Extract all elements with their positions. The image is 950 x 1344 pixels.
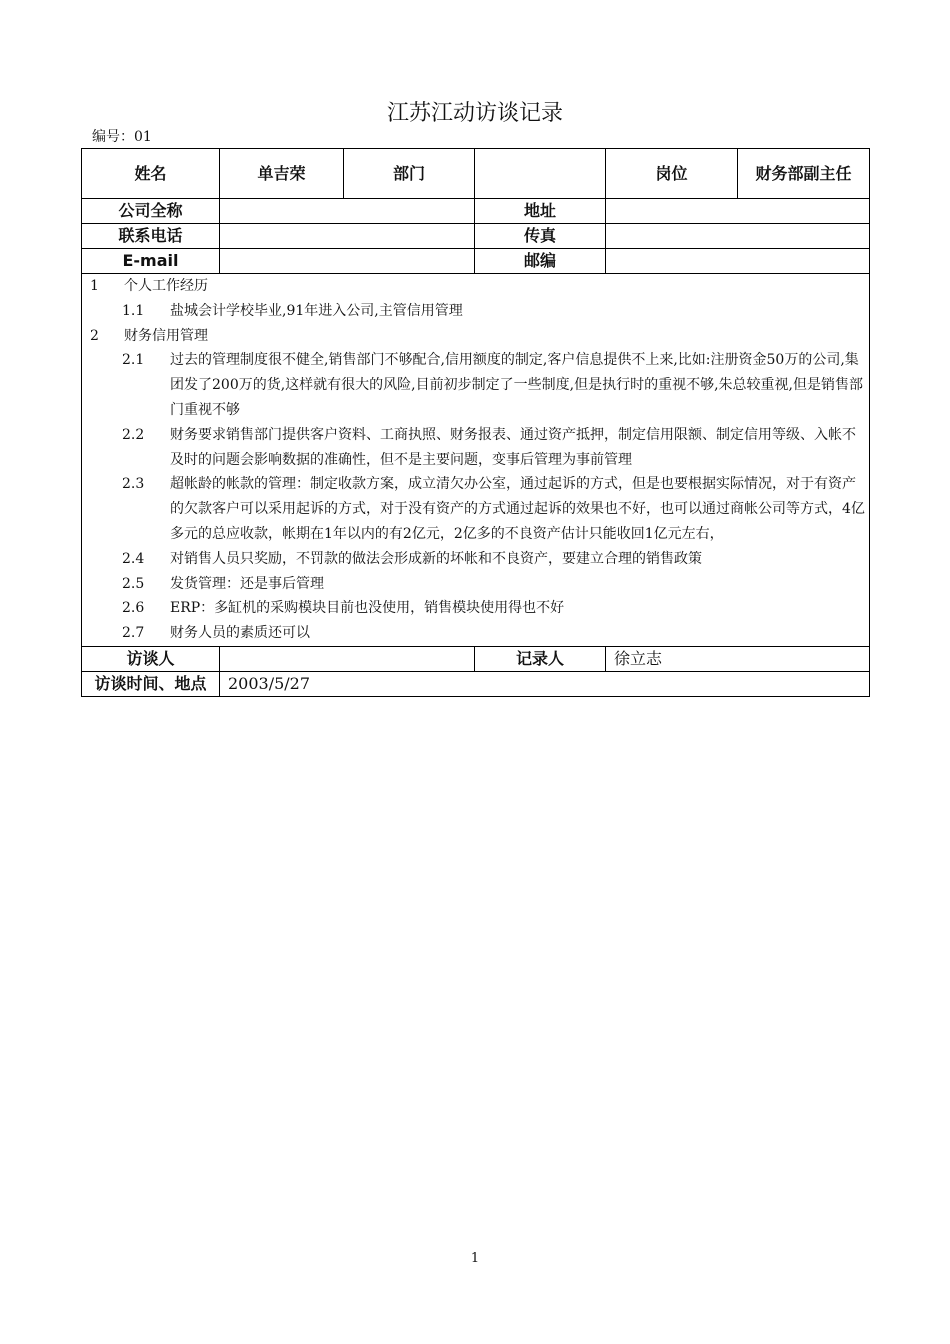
section-2-title: 财务信用管理 — [124, 327, 208, 344]
address-label: 地址 — [475, 199, 606, 224]
name-label: 姓名 — [82, 149, 220, 199]
item-2-4-number: 2.4 — [122, 550, 145, 567]
address-value — [606, 199, 870, 224]
item-1-1-number: 1.1 — [122, 302, 145, 319]
content-row — [82, 274, 870, 647]
item-2-6-text: ERP：多缸机的采购模块目前也没使用，销售模块使用得也不好 — [170, 600, 565, 617]
fax-label: 传真 — [475, 224, 606, 249]
item-2-1-text: 过去的管理制度很不健全,销售部门不够配合,信用额度的制定,客户信息提供不上来,比如:注册资金50万的公司,集团发了200万的货,这样就有很大的风险,目前初步制定了一些制度,但是执行时的重视不够,朱总较重视,但是销售部门重视不够 — [170, 352, 863, 418]
item-2-3-number: 2.3 — [122, 476, 145, 493]
email-value — [220, 249, 475, 274]
fax-value — [606, 224, 870, 249]
postcode-value — [606, 249, 870, 274]
item-2-3 — [86, 472, 865, 546]
interview-form-table — [81, 148, 870, 697]
position-value: 财务部副主任 — [738, 149, 870, 199]
interviewer-label: 访谈人 — [82, 646, 220, 671]
company-row — [82, 199, 870, 224]
page-number: 1 — [470, 1251, 480, 1266]
item-2-2-number: 2.2 — [122, 426, 145, 443]
interviewer-value — [220, 646, 475, 671]
phone-value — [220, 224, 475, 249]
item-2-1-number: 2.1 — [122, 352, 145, 369]
item-2-6-number: 2.6 — [122, 600, 145, 617]
section-1 — [86, 274, 865, 299]
item-2-4-text: 对销售人员只奖励，不罚款的做法会形成新的坏帐和不良资产，要建立合理的销售政策 — [170, 550, 702, 567]
item-2-7-text: 财务人员的素质还可以 — [170, 625, 310, 642]
section-2-number: 2 — [90, 327, 99, 344]
phone-row — [82, 224, 870, 249]
document-number: 编号：01 — [92, 129, 152, 145]
recorder-label: 记录人 — [475, 646, 606, 671]
item-2-7 — [86, 621, 865, 646]
section-2 — [86, 324, 865, 349]
dept-label: 部门 — [344, 149, 475, 199]
email-label: E-mail — [82, 249, 220, 274]
item-2-6 — [86, 596, 865, 621]
recorder-value: 徐立志 — [606, 646, 870, 671]
company-value — [220, 199, 475, 224]
email-row — [82, 249, 870, 274]
header-row — [82, 149, 870, 199]
item-1-1-text: 盐城会计学校毕业,91年进入公司,主管信用管理 — [170, 302, 463, 319]
time-place-label: 访谈时间、地点 — [82, 671, 220, 696]
item-2-1 — [86, 348, 865, 422]
company-label: 公司全称 — [82, 199, 220, 224]
postcode-label: 邮编 — [475, 249, 606, 274]
name-value: 单吉荣 — [220, 149, 344, 199]
item-2-5 — [86, 572, 865, 597]
position-label: 岗位 — [606, 149, 738, 199]
item-2-2 — [86, 423, 865, 473]
phone-label: 联系电话 — [82, 224, 220, 249]
item-1-1 — [86, 299, 865, 324]
item-2-2-text: 财务要求销售部门提供客户资料、工商执照、财务报表、通过资产抵押，制定信用限额、制定信用等级、入帐不及时的问题会影响数据的准确性，但不是主要问题，变事后管理为事前管理 — [170, 426, 856, 468]
item-2-5-number: 2.5 — [122, 575, 145, 592]
interviewer-row — [82, 646, 870, 671]
interview-content — [82, 274, 870, 647]
document-title: 江苏江动访谈记录 — [386, 101, 563, 126]
section-1-title: 个人工作经历 — [124, 278, 208, 294]
time-place-value: 2003/5/27 — [220, 671, 870, 696]
section-1-number: 1 — [90, 278, 99, 294]
item-2-5-text: 发货管理：还是事后管理 — [170, 575, 324, 592]
time-place-row — [82, 671, 870, 696]
dept-value — [475, 149, 606, 199]
item-2-4 — [86, 547, 865, 572]
item-2-3-text: 超帐龄的帐款的管理：制定收款方案，成立清欠办公室，通过起诉的方式，但是也要根据实际情况，对于有资产的欠款客户可以采用起诉的方式，对于没有资产的方式通过起诉的效果也不好，也可以通过商帐公司等方式，4亿多元的总应收款，帐期在1年以内的有2亿元，2亿多的不良资产估计只能收回1亿元左右， — [170, 476, 865, 542]
item-2-7-number: 2.7 — [122, 625, 145, 642]
